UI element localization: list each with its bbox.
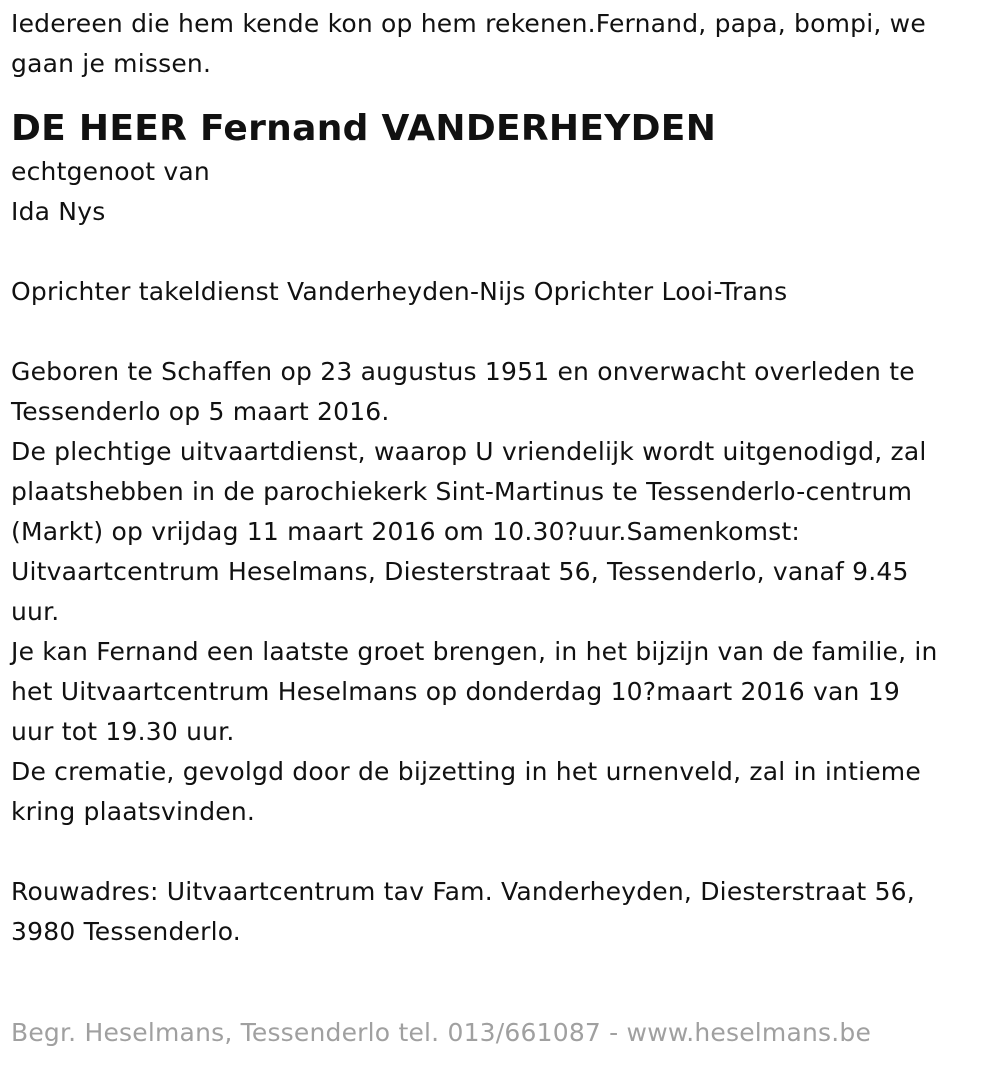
spacer [11,312,991,352]
details-line: Je kan Fernand een laatste groet brengen, in het bijzijn van de familie, in [11,637,938,666]
details-line: uur tot 19.30 uur. [11,717,235,746]
spouse-name: Ida Nys [11,197,106,226]
details-line: uur. [11,597,60,626]
mourning-address-line-2: 3980 Tessenderlo. [11,917,241,946]
mourning-address-line-1: Rouwadres: Uitvaartcentrum tav Fam. Vanderheyden, Diesterstraat 56, [11,877,915,906]
spouse-relation: echtgenoot van [11,157,210,186]
occupation: Oprichter takeldienst Vanderheyden-Nijs Oprichter Looi-Trans [11,277,788,306]
details-block [11,352,991,832]
details-line: De plechtige uitvaartdienst, waarop U vriendelijk wordt uitgenodigd, zal [11,437,927,466]
intro-line-1: Iedereen die hem kende kon op hem rekenen.Fernand, papa, bompi, we [11,9,926,38]
details-line: De crematie, gevolgd door de bijzetting in het urnenveld, zal in intieme [11,757,921,786]
spacer [11,232,991,272]
details-line: Geboren te Schaffen op 23 augustus 1951 en onverwacht overleden te [11,357,915,386]
intro-line-2: gaan je missen. [11,49,212,78]
details-line: (Markt) op vrijdag 11 maart 2016 om 10.30?uur.Samenkomst: [11,517,801,546]
details-line: plaatshebben in de parochiekerk Sint-Martinus te Tessenderlo-centrum [11,477,913,506]
spacer [11,832,991,872]
details-line: kring plaatsvinden. [11,797,256,826]
details-line: Uitvaartcentrum Heselmans, Diesterstraat 56, Tessenderlo, vanaf 9.45 [11,557,909,586]
deceased-name: DE HEER Fernand VANDERHEYDEN [11,108,717,149]
obituary-notice [11,0,991,952]
details-line: Tessenderlo op 5 maart 2016. [11,397,390,426]
funeral-home-footer: Begr. Heselmans, Tessenderlo tel. 013/661087 - www.heselmans.be [11,1018,872,1047]
details-line: het Uitvaartcentrum Heselmans op donderdag 10?maart 2016 van 19 [11,677,900,706]
